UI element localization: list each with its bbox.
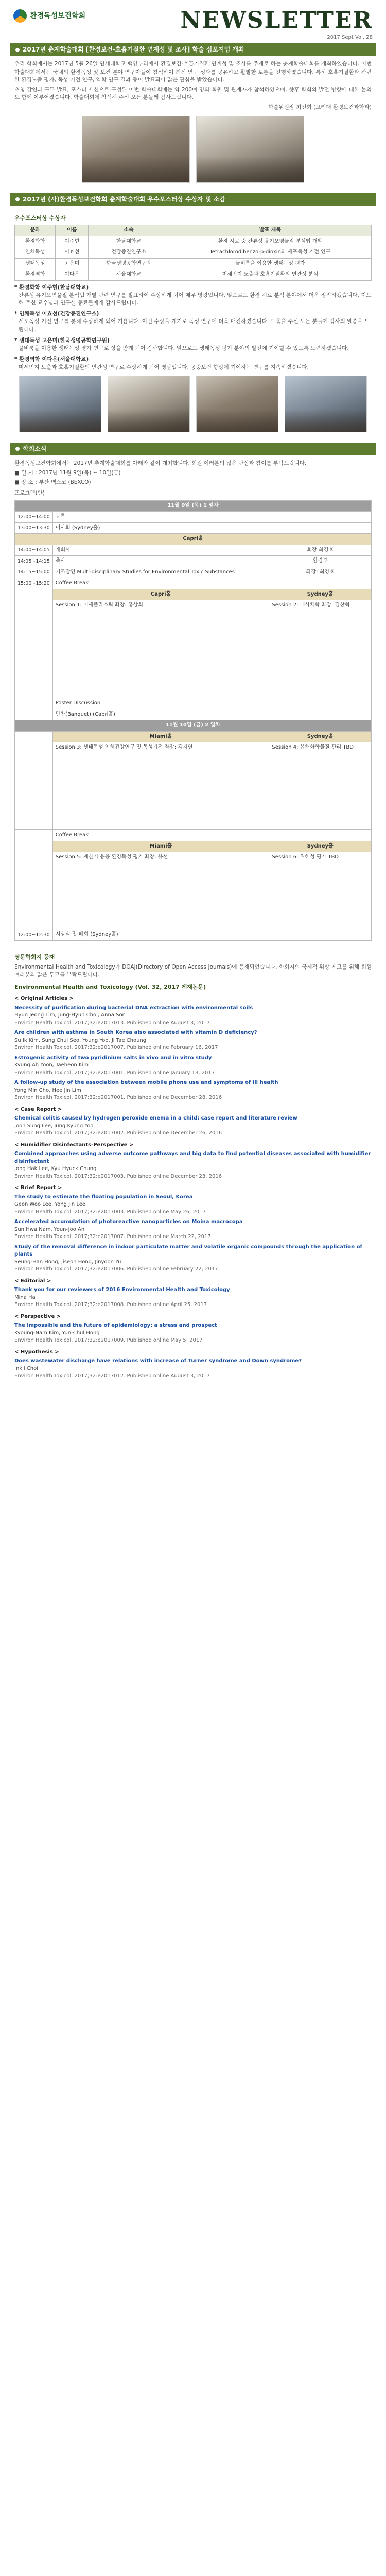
publication-title-link[interactable]: Combined approaches using adverse outcome pathways and big data to find potential diseases associated with humidifier disinfectant [14,1151,371,1164]
table-cell: 물벼룩을 이용한 생태독성 평가 [169,258,371,269]
publication-title-link[interactable]: Estrogenic activity of two pyridinium salts in vivo and in vitro study [14,1055,212,1061]
award-title: * 생태독성 고은미(한국생명공학연구원) [14,337,110,344]
publication-authors: Su Ik Kim, Sung Chul Seo, Young Yoo, Ji Tae Choung [14,1037,147,1043]
paragraph: Environmental Health and Toxicology가 DOAJ(Directory of Open Access Journals)에 등재되었습니다. 학회지의 국제적 위상 제고를 위해 회원 여러분의 많은 투고를 부탁드립니다. [14,963,372,978]
table-header: 발표 제목 [169,225,371,236]
section-title: 학회소식 [23,445,47,452]
award-body: 미세먼지 노출과 호흡기질환의 연관성 연구로 수상하게 되어 영광입니다. 공중보건 향상에 기여하는 연구를 지속하겠습니다. [19,364,309,370]
session-cell: Session 6: 위해성 평가 TBD [269,852,372,929]
note-cell: 환경부 [269,556,372,567]
publication-title-link[interactable]: Does wastewater discharge have relations with increase of Turner syndrome and Down syndrome? [14,1358,302,1364]
publication-citation: Environ Health Toxicol. 2017;32:e2017009. Published online May 5, 2017 [14,1337,203,1344]
content-cell: 기조강연 Multi-disciplinary Studies for Environmental Toxic Substances [52,567,269,578]
publication-category: < Brief Report > [14,1185,62,1191]
table-cell: 이주현 [56,236,89,247]
table-row [15,742,372,830]
room-heading: Sydney홀 [269,841,372,852]
program-table [14,500,372,941]
publication-list [14,995,372,1380]
time-cell [15,841,53,852]
table-row [15,247,372,259]
publication-title-link[interactable]: Study of the removal difference in indoor particulate matter and volatile organic compounds through the application of plants [14,1244,362,1258]
time-cell: 14:15~15:00 [15,567,53,578]
table-cell: 한남대학교 [89,236,169,247]
time-cell [15,852,53,929]
table-row [15,830,372,841]
time-cell: 14:05~14:15 [15,556,53,567]
publication-category: < Humidifier Disinfectants-Perspective > [14,1142,134,1148]
event-photo [82,116,190,183]
day-heading: 11월 9일 (목) 1 일차 [15,500,372,512]
signature: 학술위원장 최진희 (고려대 환경보건과학과) [268,104,372,111]
award-photo [108,376,190,432]
publication-authors: Kyoung-Nam Kim, Yun-Chul Hong [14,1330,100,1336]
content-cell: Coffee Break [52,830,371,841]
awards-table [14,225,372,281]
section-bar-symposium [10,43,376,56]
publication-citation: Environ Health Toxicol. 2017;32:e2017003. Published online December 23, 2016 [14,1173,222,1179]
publication-citation: Environ Health Toxicol. 2017;32:e2017008. Published online April 25, 2017 [14,1302,207,1308]
day-heading: 11월 10일 (금) 2 일차 [15,720,372,732]
journal-title: Environmental Health and Toxicology (Vol. 32, 2017 게재논문) [14,984,206,991]
table-cell: 미세먼지 노출과 호흡기질환의 연관성 분석 [169,269,371,281]
table-cell: 이다은 [56,269,89,281]
award-body: 세포독성 기전 연구를 통해 수상하게 되어 기쁩니다. 이번 수상을 계기로 독성 연구에 더욱 매진하겠습니다. 도움을 주신 모든 분들께 감사의 말씀을 드립니다. [19,318,370,333]
session-cell: Session 3: 생태독성 인체건강연구 및 독성기전 좌장: 김지연 [52,742,269,830]
publication-item [14,1322,372,1345]
table-row [15,556,372,567]
publication-item [14,1150,372,1180]
publication-title-link[interactable]: A follow-up study of the association between mobile phone use and symptoms of ill health [14,1080,278,1086]
table-row [15,522,372,534]
award-body: 잔류성 유기오염물질 분석법 개발 관련 연구를 발표하여 수상하게 되어 매우 영광입니다. 앞으로도 환경 시료 분석 분야에서 더욱 정진하겠습니다. 지도해 주신 교수님과 연구실 동료들에게 감사드립니다. [19,292,372,306]
paragraph: 초청 강연과 구두 발표, 포스터 세션으로 구성된 이번 학술대회에는 약 200여 명의 회원 및 관계자가 참석하였으며, 향후 학회의 발전 방향에 대한 논의도 함께 이루어졌습니다. 학술대회에 참석해 주신 모든 분들께 감사드립니다. [14,87,372,101]
note-cell: 회장 최경호 [269,545,372,556]
sub-heading: 영문학회지 등재 [14,953,55,960]
award-title: * 환경역학 이다은(서울대학교) [14,356,89,363]
time-cell [15,731,53,742]
section-title: 2017년 (사)환경독성보건학회 춘계학술대회 우수포스터상 수상자 및 소감 [23,195,226,203]
sub-heading: 우수포스터상 수상자 [14,215,66,222]
table-header: 이름 [56,225,89,236]
award-photo [19,376,101,432]
event-date: ■ 일 시 : 2017년 11월 9일(목) ~ 10일(금) [14,470,121,477]
publication-item [14,1194,372,1216]
award-title: * 인체독성 이효선(건강증진연구소) [14,311,99,317]
content-cell: 이사회 (Sydney홀) [52,522,371,534]
publication-item [14,1079,372,1102]
publication-authors: Geon Woo Lee, Yong Jin Lee [14,1201,86,1208]
time-cell [15,589,53,600]
publication-category: < Case Report > [14,1106,62,1112]
room-heading: Sydney홀 [269,589,372,600]
note-cell: 좌장: 최경호 [269,567,372,578]
table-row [15,698,372,709]
publication-citation: Environ Health Toxicol. 2017;32:e2017001. Published online December 28, 2016 [14,1095,222,1101]
publication-item [14,1029,372,1052]
table-cell: 생태독성 [15,258,56,269]
publication-item [14,1055,372,1077]
bullet-icon [15,447,20,451]
award-title: * 환경화학 이주현(한남대학교) [14,284,89,291]
volume-label: 2017 Sept Vol. 28 [327,35,373,40]
publication-item [14,1005,372,1027]
time-cell [15,600,53,698]
time-cell: 13:00~13:30 [15,522,53,534]
publication-item [14,1358,372,1380]
section-news [0,455,386,945]
content-cell: 등록 [52,512,371,523]
publication-authors: Seung-Han Hong, Jiseon Hong, Jinyoon Yu [14,1259,121,1265]
section-bar-news [10,443,376,455]
table-row [15,269,372,281]
table-cell: 환경역학 [15,269,56,281]
table-row [15,929,372,941]
table-row [15,567,372,578]
table-row [15,600,372,698]
table-cell: 이효선 [56,247,89,259]
content-cell: 만찬(Banquet) (Capri홀) [52,709,371,720]
section-journal [0,945,386,1387]
publication-authors: Yong Min Cho, Hee Jin Lim [14,1087,81,1093]
publication-title-link[interactable]: Thank you for our reviewers of 2016 Environmental Health and Toxicology [14,1287,230,1293]
publication-authors: Inkil Choi [14,1365,39,1371]
room-heading: Miami홀 [52,731,269,742]
publication-category: < Perspective > [14,1313,61,1319]
table-cell: 인체독성 [15,247,56,259]
table-cell: 환경화학 [15,236,56,247]
table-row [15,545,372,556]
table-cell: 건강증진연구소 [89,247,169,259]
section-bar-awards [10,193,376,206]
table-row [15,512,372,523]
section-symposium [0,56,386,191]
time-cell: 15:00~15:20 [15,578,53,589]
newsletter-title-block [181,9,373,42]
publication-title-link[interactable]: Chemical colitis caused by hydrogen peroxide enema in a child: case report and literature review [14,1115,297,1122]
org-logo-text: 환경독성보건학회 [30,11,86,20]
publication-item [14,1244,372,1274]
content-cell: 축사 [52,556,269,567]
award-comments [14,284,372,371]
publication-authors: Sun Hwa Nam, Youn-Joo An [14,1226,85,1232]
award-photo [285,376,367,432]
bullet-icon [15,48,20,52]
publication-authors: Hyun Jeong Lim, Jung-Hyun Choi, Anna Son [14,1012,126,1019]
session-cell: Session 2: 대사체학 좌장: 김창혁 [269,600,372,698]
room-heading: Capri홀 [15,534,372,545]
newsletter-header [0,0,386,41]
table-row [15,236,372,247]
time-cell [15,709,53,720]
publication-category: < Hypothesis > [14,1349,59,1355]
time-cell [15,742,53,830]
content-cell: Poster Discussion [52,698,371,709]
table-cell: Tetrachlorodibenzo-p-dioxin의 세포독성 기전 연구 [169,247,371,259]
publication-title-link[interactable]: The impossible and the future of epidemiology: a stress and prospect [14,1323,217,1329]
room-heading: Miami홀 [52,841,269,852]
room-heading: Capri홀 [52,589,269,600]
event-venue: ■ 장 소 : 부산 벡스코 (BEXCO) [14,479,91,485]
publication-authors: Joon Sung Lee, Jung Kyung Yoo [14,1123,94,1129]
publication-item [14,1218,372,1241]
publication-citation: Environ Health Toxicol. 2017;32:e2017002. Published online December 26, 2016 [14,1130,222,1137]
award-photo [196,376,278,432]
publication-category: < Editorial > [14,1278,51,1284]
table-row [15,578,372,589]
room-heading: Sydney홀 [269,731,372,742]
publication-title-link[interactable]: Accelerated accumulation of photoreactive nanoparticles on Moina macrocopa [14,1219,243,1225]
publication-citation: Environ Health Toxicol. 2017;32:e2017013. Published online August 3, 2017 [14,1020,210,1026]
org-logo[interactable] [13,9,85,23]
bullet-icon [15,197,20,201]
publication-citation: Environ Health Toxicol. 2017;32:e2017003. Published online May 26, 2017 [14,1209,206,1215]
program-label: 프로그램(안) [14,489,45,496]
photo-row [14,371,372,436]
session-cell: Session 4: 유해화학물질 관리 TBD [269,742,372,830]
award-body: 물벼룩을 이용한 생태독성 평가 연구로 상을 받게 되어 감사합니다. 앞으로도 생태독성 평가 분야의 발전에 기여할 수 있도록 노력하겠습니다. [19,345,349,352]
content-cell: 시상식 및 폐회 (Sydney홀) [52,929,371,941]
logo-icon [13,9,27,23]
publication-citation: Environ Health Toxicol. 2017;32:e2017006. Published online February 22, 2017 [14,1266,218,1273]
table-header: 소속 [89,225,169,236]
newsletter-title: NEWSLETTER [180,7,373,33]
publication-title-link[interactable]: The study to estimate the floating population in Seoul, Korea [14,1194,193,1200]
time-cell: 12:00~12:30 [15,929,53,941]
section-awards [0,206,386,440]
publication-item [14,1115,372,1138]
publication-citation: Environ Health Toxicol. 2017;32:e2017007. Published online March 22, 2017 [14,1234,211,1240]
table-header: 분과 [15,225,56,236]
table-row [15,258,372,269]
photo-row [14,112,372,187]
publication-authors: Mina Ha [14,1294,36,1300]
table-row [15,852,372,929]
session-cell: Session 1: 미세플라스틱 좌장: 홍상희 [52,600,269,698]
publication-citation: Environ Health Toxicol. 2017;32:e2017007. Published online February 16, 2017 [14,1045,218,1051]
table-cell: 한국생명공학연구원 [89,258,169,269]
time-cell: 14:00~14:05 [15,545,53,556]
table-cell: 서울대학교 [89,269,169,281]
content-cell: Coffee Break [52,578,371,589]
table-cell: 고은미 [56,258,89,269]
section-title: 2017년 춘계학술대회 [환경보건-호흡기질환 연계성 및 조사] 학술 심포지엄 개최 [23,46,244,53]
time-cell [15,698,53,709]
publication-citation: Environ Health Toxicol. 2017;32:e2017001. Published online January 13, 2017 [14,1070,215,1076]
event-photo [196,116,304,183]
time-cell [15,830,53,841]
publication-citation: Environ Health Toxicol. 2017;32:e2017012. Published online August 3, 2017 [14,1373,210,1379]
content-cell: 개회사 [52,545,269,556]
table-cell: 환경 시료 중 잔류성 유기오염물질 분석법 개발 [169,236,371,247]
publication-item [14,1286,372,1309]
publication-authors: Kyung Ah Yoon, Taeheon Kim [14,1062,89,1069]
time-cell: 12:00~14:00 [15,512,53,523]
publication-title-link[interactable]: Are children with asthma in South Korea also associated with vitamin D deficiency? [14,1030,257,1036]
publication-category: < Original Articles > [14,996,74,1002]
paragraph: 우리 학회에서는 2017년 5월 26일 연세대학교 백양누리에서 환경보건-호흡기질환 연계성 및 조사를 주제로 하는 춘계학술대회를 개최하였습니다. 이번 학술대회에서는 국내외 환경독성 및 보건 분야 연구자들이 참석하여 최신 연구 성과를 공유하고 활발한 토론을 진행하였습니다. 특히 호흡기질환과 관련한 환경노출 평가, 독성 기전 연구, 역학 연구 결과 등이 발표되어 많은 관심을 받았습니다. [14,61,372,83]
table-row [15,709,372,720]
publication-authors: Jong Hak Lee, Kyu Hyuck Chung [14,1166,97,1172]
publication-title-link[interactable]: Necessity of purification during bacterial DNA extraction with environmental soils [14,1005,253,1011]
session-cell: Session 5: 계산기 응용 환경독성 평가 좌장: 유선 [52,852,269,929]
paragraph: 환경독성보건학회에서는 2017년 추계학술대회를 아래와 같이 개최합니다. 회원 여러분의 많은 관심과 참여를 부탁드립니다. [14,460,307,467]
